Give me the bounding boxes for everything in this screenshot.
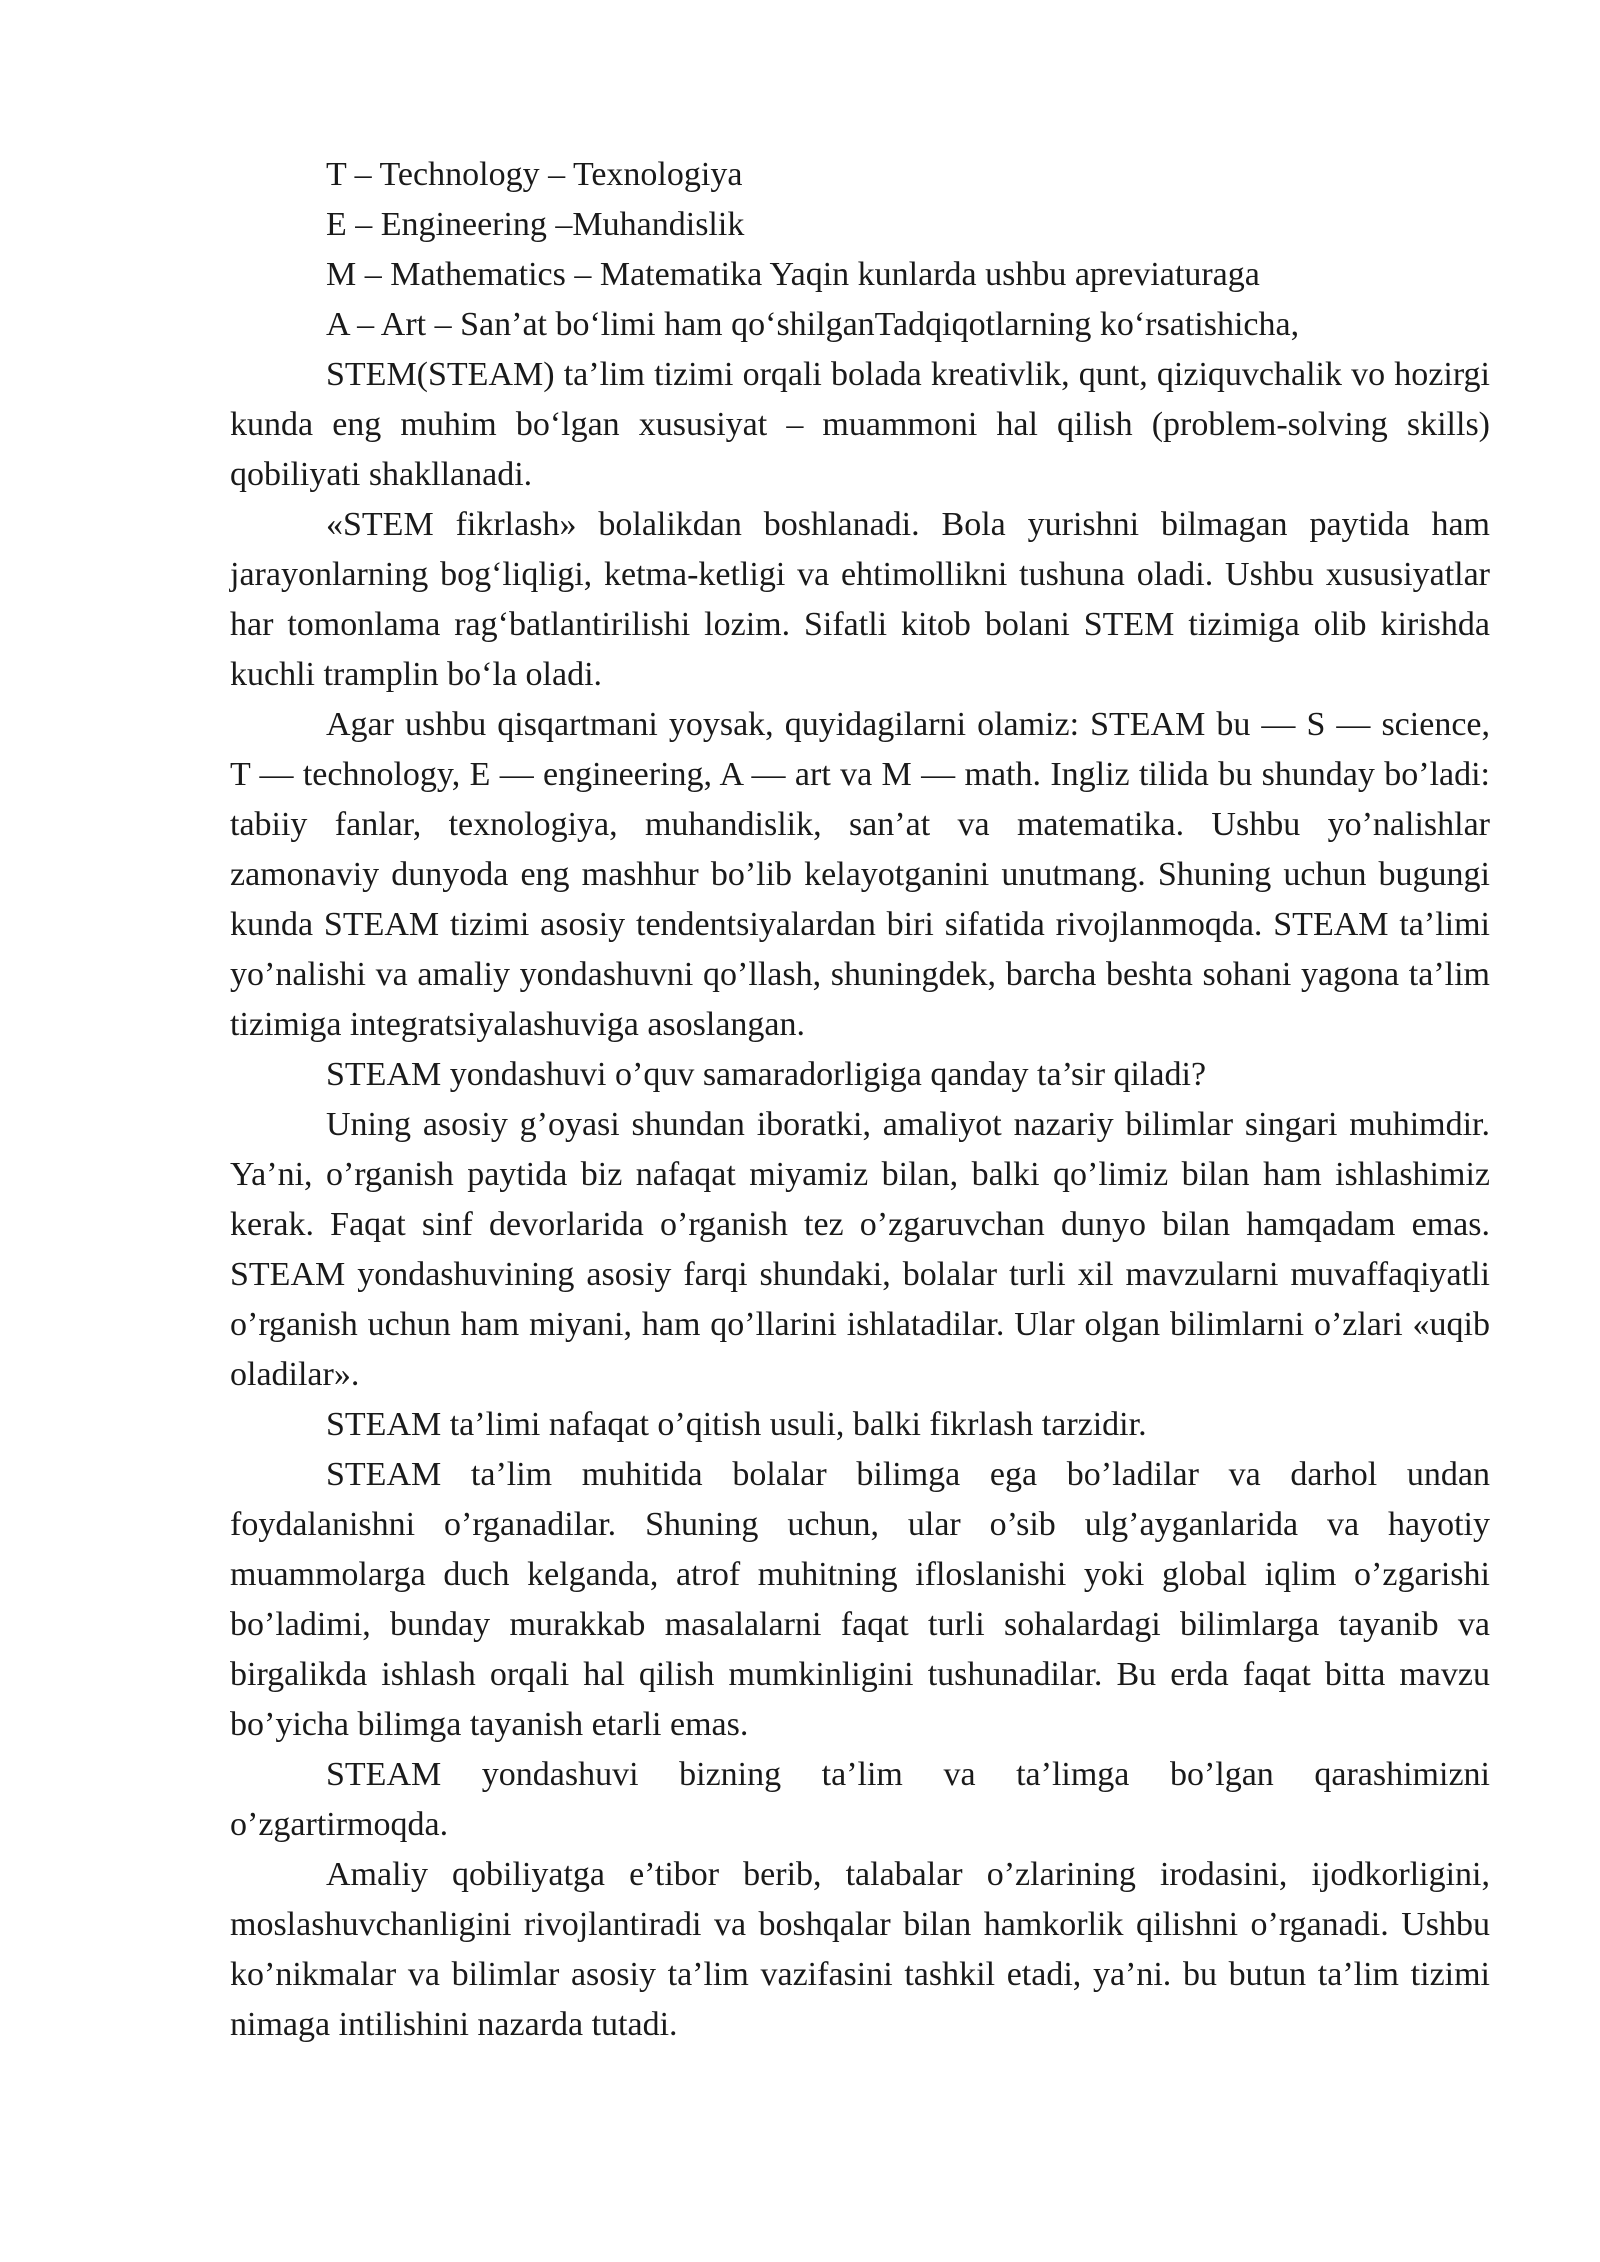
paragraph-practical-skills: Amaliy qobiliyatga e’tibor berib, talabalar o’zlarining irodasini, ijodkorligini, moslashuvchanligini rivojlantiradi va boshqalar bilan hamkorlik qilishni o’rganadi. Ushbu ko’nikmalar va bilimlar asosiy ta’lim vazifasini tashkil etadi, ya’ni. bu butun ta’lim tizimi nimaga intilishini nazarda tutadi. <box>230 1856 1490 2043</box>
acronym-line-art: A – Art – San’at bo‘limi ham qo‘shilganTadqiqotlarning ko‘rsatishicha, <box>326 306 1300 343</box>
acronym-line-engineering: E – Engineering –Muhandislik <box>326 206 745 243</box>
paragraph-stem-thinking: «STEM fikrlash» bolalikdan boshlanadi. Bola yurishni bilmagan paytida ham jarayonlarning bog‘liqligi, ketma-ketligi va ehtimollikni tushuna oladi. Ushbu xususiyatlar har tomonlama rag‘batlantirilishi lozim. Sifatli kitob bolani STEM tizimiga olib kirishda kuchli tramplin bo‘la oladi. <box>230 506 1490 693</box>
document-page <box>230 150 1490 2050</box>
paragraph-learning-environment: STEAM ta’lim muhitida bolalar bilimga ega bo’ladilar va darhol undan foydalanishni o’rganadilar. Shuning uchun, ular o’sib ulg’ayganlarida va hayotiy muammolarga duch kelganda, atrof muhitning ifloslanishi yoki global iqlim o’zgarishi bo’ladimi, bunday murakkab masalalarni faqat turli sohalardagi bilimlarga tayanib va birgalikda ishlash orqali hal qilish mumkinligini tushunadilar. Bu erda faqat bitta mavzu bo’yicha bilimga tayanish etarli emas. <box>230 1456 1490 1743</box>
paragraph-way-of-thinking: STEAM ta’limi nafaqat o’qitish usuli, balki fikrlash tarzidir. <box>326 1406 1147 1443</box>
paragraph-changing-views: STEAM yondashuvi bizning ta’lim va ta’limga bo’lgan qarashimizni o’zgartirmoqda. <box>230 1756 1490 1843</box>
paragraph-stem-skills: STEM(STEAM) ta’lim tizimi orqali bolada kreativlik, qunt, qiziquvchalik vo hozirgi kunda eng muhim bo‘lgan xususiyat – muammoni hal qilish (problem-solving skills) qobiliyati shakllanadi. <box>230 356 1490 493</box>
paragraph-main-idea: Uning asosiy g’oyasi shundan iboratki, amaliyot nazariy bilimlar singari muhimdir. Ya’ni, o’rganish paytida biz nafaqat miyamiz bilan, balki qo’limiz bilan ham ishlashimiz kerak. Faqat sinf devorlarida o’rganish tez o’zgaruvchan dunyo bilan hamqadam emas. STEAM yondashuvining asosiy farqi shundaki, bolalar turli xil mavzularni muvaffaqiyatli o’rganish uchun ham miyani, ham qo’llarini ishlatadilar. Ular olgan bilimlarni o’zlari «uqib oladilar». <box>230 1106 1490 1393</box>
acronym-line-technology: T – Technology – Texnologiya <box>326 156 743 193</box>
acronym-line-mathematics: M – Mathematics – Matematika Yaqin kunlarda ushbu apreviaturaga <box>326 256 1260 293</box>
paragraph-question: STEAM yondashuvi o’quv samaradorligiga qanday ta’sir qiladi? <box>326 1056 1207 1093</box>
paragraph-steam-definition: Agar ushbu qisqartmani yoysak, quyidagilarni olamiz: STEAM bu — S — science, T — technology, E — engineering, A — art va M — math. Ingliz tilida bu shunday bo’ladi: tabiiy fanlar, texnologiya, muhandislik, san’at va matematika. Ushbu yo’nalishlar zamonaviy dunyoda eng mashhur bo’lib kelayotganini unutmang. Shuning uchun bugungi kunda STEAM tizimi asosiy tendentsiyalardan biri sifatida rivojlanmoqda. STEAM ta’limi yo’nalishi va amaliy yondashuvni qo’llash, shuningdek, barcha beshta sohani yagona ta’lim tizimiga integratsiyalashuviga asoslangan. <box>230 706 1490 1043</box>
